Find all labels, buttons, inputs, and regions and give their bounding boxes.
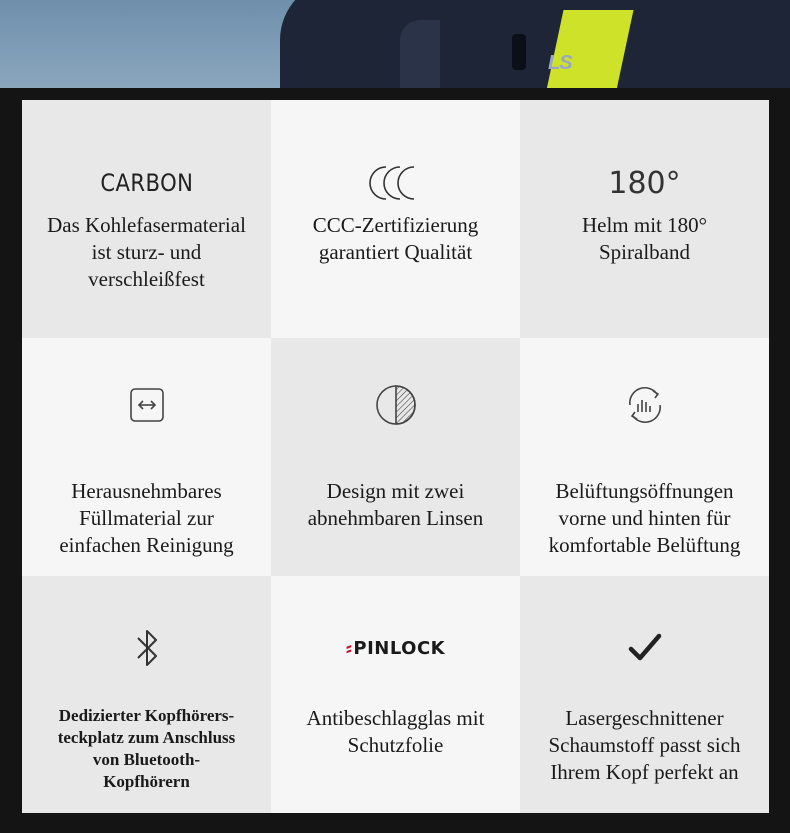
- carbon-text-icon: [94, 148, 200, 218]
- feature-pinlock: [271, 576, 520, 813]
- feature-bluetooth: [22, 576, 271, 813]
- feature-grid: [22, 100, 769, 813]
- pinlock-mark: ⸗: [345, 637, 353, 659]
- pinlock-logo-icon: [346, 613, 445, 683]
- jacket-shape: [280, 0, 790, 88]
- bluetooth-icon: [132, 613, 162, 683]
- feature-text: Design mit zwei abnehmbaren Linsen: [307, 479, 484, 530]
- feature-text: Helm mit 180° Spiralband: [581, 213, 708, 264]
- 180-degree-icon: [608, 148, 680, 218]
- feature-text: Das Kohlefasermaterial ist sturz- und verschleißfest: [47, 213, 246, 291]
- feature-text: Antibeschlagglas mit Schutzfolie: [306, 706, 485, 757]
- feature-foam: [520, 576, 769, 813]
- ccc-icon: [368, 148, 424, 218]
- feature-text: Lasergeschnittener Schaumstoff passt sich Ihrem Kopf perfekt an: [548, 706, 741, 784]
- feature-text: CCC-Zertifizierung garantiert Qualität: [312, 213, 479, 264]
- feature-ccc: [271, 100, 520, 338]
- removable-padding-icon: [127, 370, 167, 440]
- feature-text: Herausnehmbares Füllmaterial zur einfachen Reinigung: [59, 479, 234, 557]
- feature-lenses: [271, 338, 520, 576]
- ventilation-icon: [622, 370, 668, 440]
- pinlock-label: PINLOCK: [353, 637, 446, 659]
- hero-banner-image: [0, 0, 790, 88]
- brand-logo: LS: [548, 52, 572, 74]
- feature-carbon: [22, 100, 271, 338]
- checkmark-icon: [627, 613, 663, 683]
- feature-padding: [22, 338, 271, 576]
- feature-180: [520, 100, 769, 338]
- half-circle-lens-icon: [374, 370, 418, 440]
- jacket-arm-shape: [400, 20, 440, 88]
- carbon-label: CARBON: [99, 169, 194, 197]
- feature-text: Dedizierter Kopfhörers- teckplatz zum Anschluss von Bluetooth- Kopfhörern: [57, 706, 236, 791]
- degree-label: 180°: [608, 165, 681, 201]
- feature-ventilation: [520, 338, 769, 576]
- zipper-pull: [512, 34, 526, 70]
- feature-text: Belüftungsöffnungen vorne und hinten für komfortable Belüftung: [548, 479, 741, 557]
